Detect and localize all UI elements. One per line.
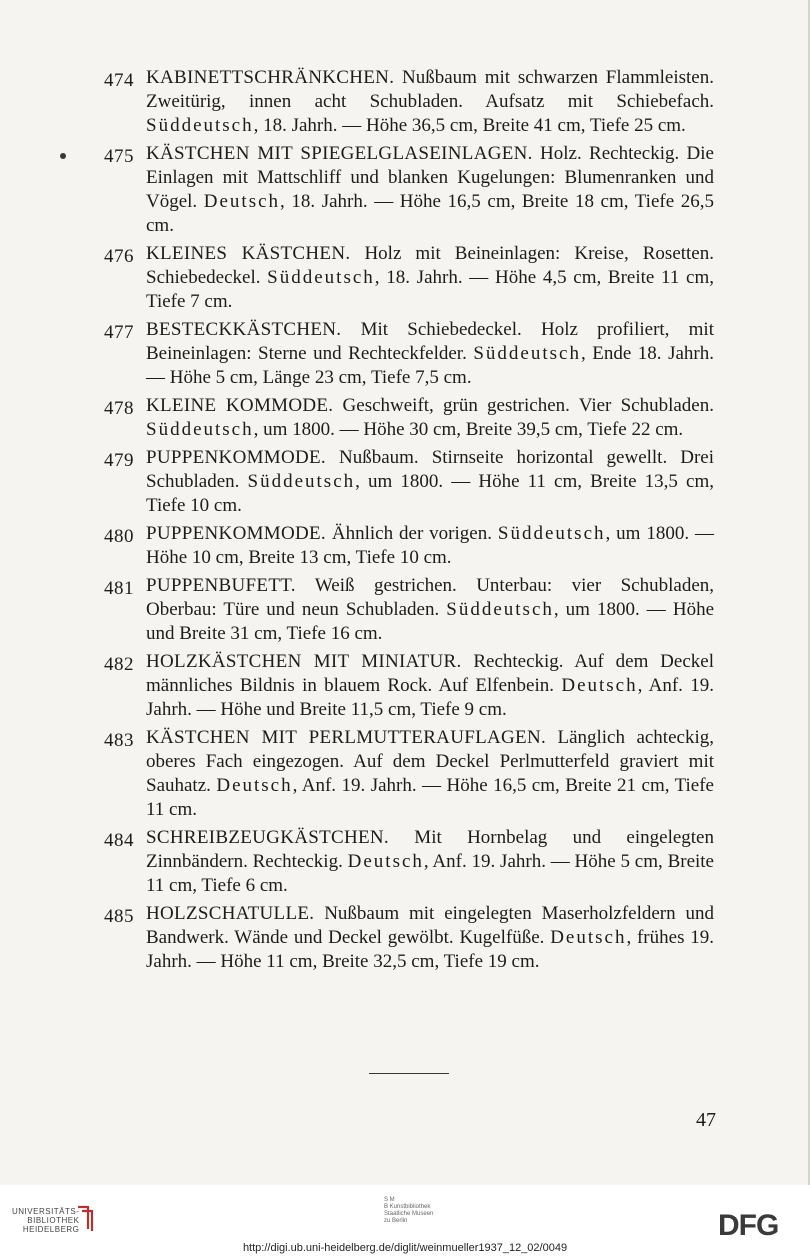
entry-title: KÄSTCHEN MIT PERLMUTTERAUFLAGEN. (146, 727, 547, 748)
bullet-icon (60, 153, 66, 159)
entry-description: Rechteckig. Auf dem Deckel männliches Bildnis in blauem Rock. Auf Elfenbein. (146, 651, 714, 696)
entry-description: Holz. Rechteckig. Die Einlagen mit Mattschliff und blanken Kugelungen: Blumenranken und Vögel. (146, 143, 714, 212)
entry-description: Nußbaum mit schwarzen Flammleisten. Zweitürig, innen acht Schubladen. Aufsatz mit Schiebefach. (146, 67, 714, 112)
entry-description: Mit Schiebedeckel. Holz profiliert, mit Beineinlagen: Sterne und Rechteckfelder. (146, 319, 714, 364)
catalog-entry (0, 902, 808, 974)
entry-number: 474 (104, 70, 134, 91)
entry-title: BESTECKKÄSTCHEN. (146, 319, 342, 340)
entry-number: 484 (104, 830, 134, 851)
entry-dimensions: , frühes 19. Jahrh. — Höhe 11 cm, Breite 32,5 cm, Tiefe 19 cm. (146, 927, 714, 972)
entry-description: Nußbaum mit eingelegten Maserholzfeldern und Bandwerk. Wände und Deckel gewölbt. Kugelfüße. (146, 903, 714, 948)
source-url[interactable]: http://digi.ub.uni-heidelberg.de/diglit/weinmueller1937_12_02/0049 (242, 1242, 568, 1254)
entry-origin: Süddeutsch (146, 115, 254, 136)
digitization-footer (0, 1185, 810, 1258)
catalog-entry (0, 574, 808, 646)
entry-number: 476 (104, 246, 134, 267)
entry-text (146, 902, 714, 974)
entry-dimensions: , um 1800. — Höhe und Breite 31 cm, Tiefe 16 cm. (146, 599, 715, 644)
entry-number: 483 (104, 730, 134, 751)
entry-title: KÄSTCHEN MIT SPIEGELGLASEINLAGEN. (146, 143, 533, 164)
entry-origin: Deutsch (203, 191, 281, 212)
entry-origin: Süddeutsch (497, 523, 606, 544)
entry-dimensions: , um 1800. — Höhe 10 cm, Breite 13 cm, Tiefe 10 cm. (146, 523, 715, 568)
entry-dimensions: , Ende 18. Jahrh. — Höhe 5 cm, Länge 23 cm, Tiefe 7,5 cm. (146, 343, 714, 388)
entry-text (146, 446, 714, 518)
entry-title: KLEINES KÄSTCHEN. (146, 243, 351, 264)
entry-title: KABINETTSCHRÄNKCHEN. (146, 67, 395, 88)
entry-dimensions: , Anf. 19. Jahrh. — Höhe 5 cm, Breite 11 cm, Tiefe 6 cm. (146, 851, 714, 896)
entry-number: 485 (104, 906, 134, 927)
entry-text (146, 142, 714, 238)
entry-origin: Deutsch (550, 927, 627, 948)
entry-title: PUPPENKOMMODE. (146, 523, 326, 544)
entry-origin: Deutsch (561, 675, 638, 696)
entry-origin: Deutsch (216, 775, 293, 796)
entry-origin: Süddeutsch (446, 599, 554, 620)
catalog-entry (0, 650, 808, 722)
entry-origin: Süddeutsch (267, 267, 375, 288)
entry-dimensions: , Anf. 19. Jahrh. — Höhe und Breite 11,5 cm, Tiefe 9 cm. (146, 675, 714, 720)
entry-text (146, 318, 714, 390)
entry-text (146, 242, 714, 314)
entry-text (146, 726, 714, 822)
catalog-entry (0, 242, 808, 314)
entry-title: HOLZKÄSTCHEN MIT MINIATUR. (146, 651, 462, 672)
entry-number: 479 (104, 450, 134, 471)
entry-origin: Süddeutsch (473, 343, 581, 364)
catalog-entry (0, 142, 808, 238)
entry-description: Länglich achteckig, oberes Fach eingezogen. Auf dem Deckel Perlmutterfeld graviert mit Sauhatz. (146, 727, 714, 796)
entry-number: 475 (104, 146, 134, 167)
entry-dimensions: , 18. Jahrh. — Höhe 4,5 cm, Breite 11 cm, Tiefe 7 cm. (146, 267, 714, 312)
entry-number: 482 (104, 654, 134, 675)
entry-text (146, 522, 714, 570)
catalog-entry (0, 66, 808, 138)
catalog-entries (0, 66, 808, 974)
entry-description: Holz mit Beineinlagen: Kreise, Rosetten. Schiebedeckel. (146, 243, 714, 288)
entry-text (146, 650, 714, 722)
museum-stamp: S M B Kunstbibliothek Staatliche Museen zu Berlin (384, 1197, 434, 1224)
entry-origin: Süddeutsch (247, 471, 356, 492)
entry-description: Weiß gestrichen. Unterbau: vier Schubladen, Oberbau: Türe und neun Schubladen. (146, 575, 714, 620)
entry-description: Geschweift, grün gestrichen. Vier Schubladen. (333, 395, 714, 416)
entry-number: 481 (104, 578, 134, 599)
catalog-entry (0, 726, 808, 822)
entry-description: Ähnlich der vorigen. (325, 523, 498, 544)
library-name: UNIVERSITÄTS- BIBLIOTHEK HEIDELBERG (12, 1207, 80, 1234)
page-number: 47 (696, 1109, 716, 1131)
entry-title: KLEINE KOMMODE. (146, 395, 334, 416)
entry-description: Mit Hornbelag und eingelegten Zinnbändern. Rechteckig. (146, 827, 714, 872)
catalog-entry (0, 318, 808, 390)
entry-text (146, 66, 714, 138)
entry-dimensions: , 18. Jahrh. — Höhe 36,5 cm, Breite 41 cm, Tiefe 25 cm. (253, 115, 686, 136)
entry-dimensions: , um 1800. — Höhe 11 cm, Breite 13,5 cm, Tiefe 10 cm. (146, 471, 714, 516)
section-rule (369, 1073, 449, 1074)
entry-origin: Süddeutsch (146, 419, 254, 440)
entry-title: HOLZSCHATULLE. (146, 903, 315, 924)
library-logo-icon (74, 1203, 96, 1233)
entry-text (146, 826, 714, 898)
entry-origin: Deutsch (347, 851, 424, 872)
entry-dimensions: , Anf. 19. Jahrh. — Höhe 16,5 cm, Breite 21 cm, Tiefe 11 cm. (146, 775, 714, 820)
entry-text (146, 394, 714, 442)
entry-text (146, 574, 714, 646)
catalog-entry (0, 522, 808, 570)
entry-dimensions: , um 1800. — Höhe 30 cm, Breite 39,5 cm, Tiefe 22 cm. (253, 419, 684, 440)
catalog-entry (0, 394, 808, 442)
entry-number: 480 (104, 526, 134, 547)
entry-description: Nußbaum. Stirnseite horizontal gewellt. Drei Schubladen. (146, 447, 714, 492)
entry-title: PUPPENKOMMODE. (146, 447, 326, 468)
catalog-entry (0, 826, 808, 898)
dfg-logo: DFG (718, 1209, 779, 1242)
entry-dimensions: , 18. Jahrh. — Höhe 16,5 cm, Breite 18 cm, Tiefe 26,5 cm. (146, 191, 714, 236)
entry-number: 478 (104, 398, 134, 419)
catalog-entry (0, 446, 808, 518)
entry-title: SCHREIBZEUGKÄSTCHEN. (146, 827, 389, 848)
entry-title: PUPPENBUFETT. (146, 575, 296, 596)
entry-number: 477 (104, 322, 134, 343)
